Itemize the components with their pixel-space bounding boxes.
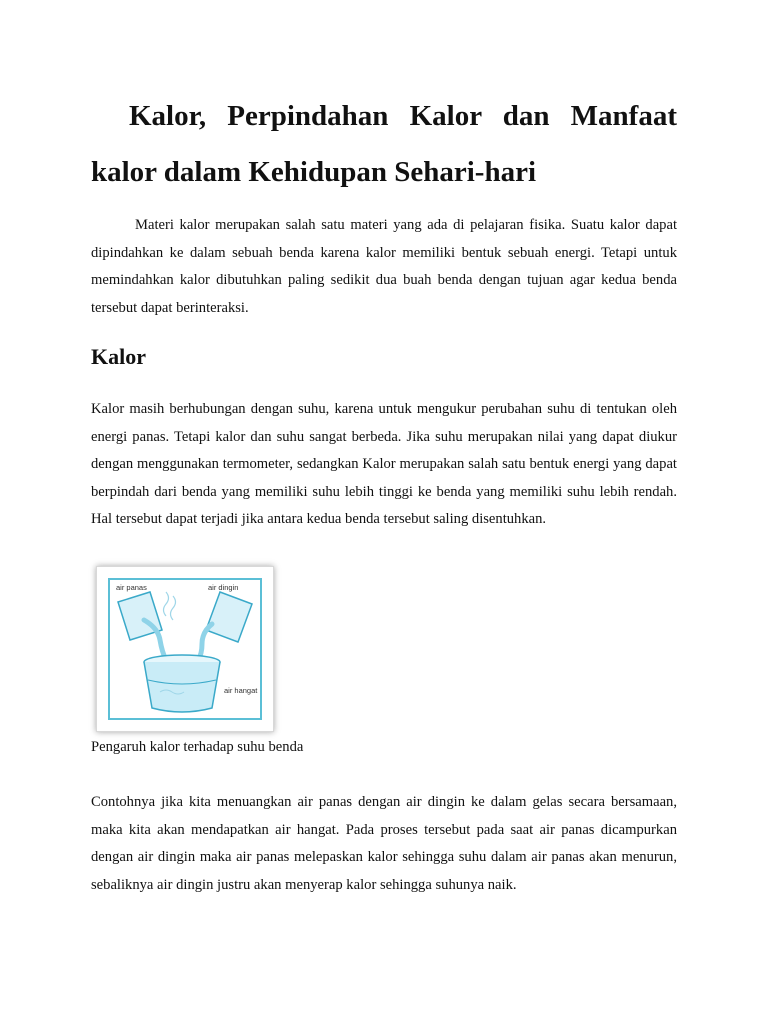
page-title: Kalor, Perpindahan Kalor dan Manfaat kalor dalam Kehidupan Sehari-hari (91, 100, 677, 188)
figure-image (96, 566, 274, 732)
figure-caption: Pengaruh kalor terhadap suhu benda (91, 739, 304, 755)
section-heading: Kalor (91, 344, 146, 369)
section-paragraph: Kalor masih berhubungan dengan suhu, karena untuk mengukur perubahan suhu di tentukan oleh energi panas. Tetapi kalor dan suhu sangat berbeda. Jika suhu merupakan nilai yang dapat diukur dengan menggunakan termometer, sedangkan Kalor merupakan salah satu bentuk energi yang dapat berpindah dari benda yang memiliki suhu lebih tinggi ke benda yang memiliki suhu lebih rendah. Hal tersebut dapat terjadi jika antara kedua benda tersebut saling disentuhkan. (91, 401, 677, 527)
hot-water-glass-icon (118, 592, 166, 660)
intro-paragraph: Materi kalor merupakan salah satu materi yang ada di pelajaran fisika. Suatu kalor dapat dipindahkan ke dalam sebuah benda karena kalor memiliki bentuk sebuah energi. Tetapi untuk memindahkan kalor dibutuhkan paling sedikit dua buah benda dengan tujuan agar kedua benda tersebut dapat berinteraksi. (91, 217, 677, 316)
steam-icon (164, 592, 176, 620)
label-cold-water: air dingin (208, 583, 239, 592)
warm-water-container-icon (144, 655, 220, 712)
mixing-water-illustration (110, 580, 260, 718)
cold-water-glass-icon (198, 592, 252, 660)
figure-frame (108, 578, 262, 720)
example-paragraph: Contohnya jika kita menuangkan air panas dengan air dingin ke dalam gelas secara bersamaan, maka kita akan mendapatkan air hangat. Pada proses tersebut pada saat air panas dicampurkan dengan air dingin maka air panas melepaskan kalor sehingga suhu dalam air panas akan menurun, sebaliknya air dingin justru akan menyerap kalor sehingga suhunya naik. (91, 794, 677, 893)
label-warm-water: air hangat (224, 686, 258, 695)
label-hot-water: air panas (116, 583, 147, 592)
